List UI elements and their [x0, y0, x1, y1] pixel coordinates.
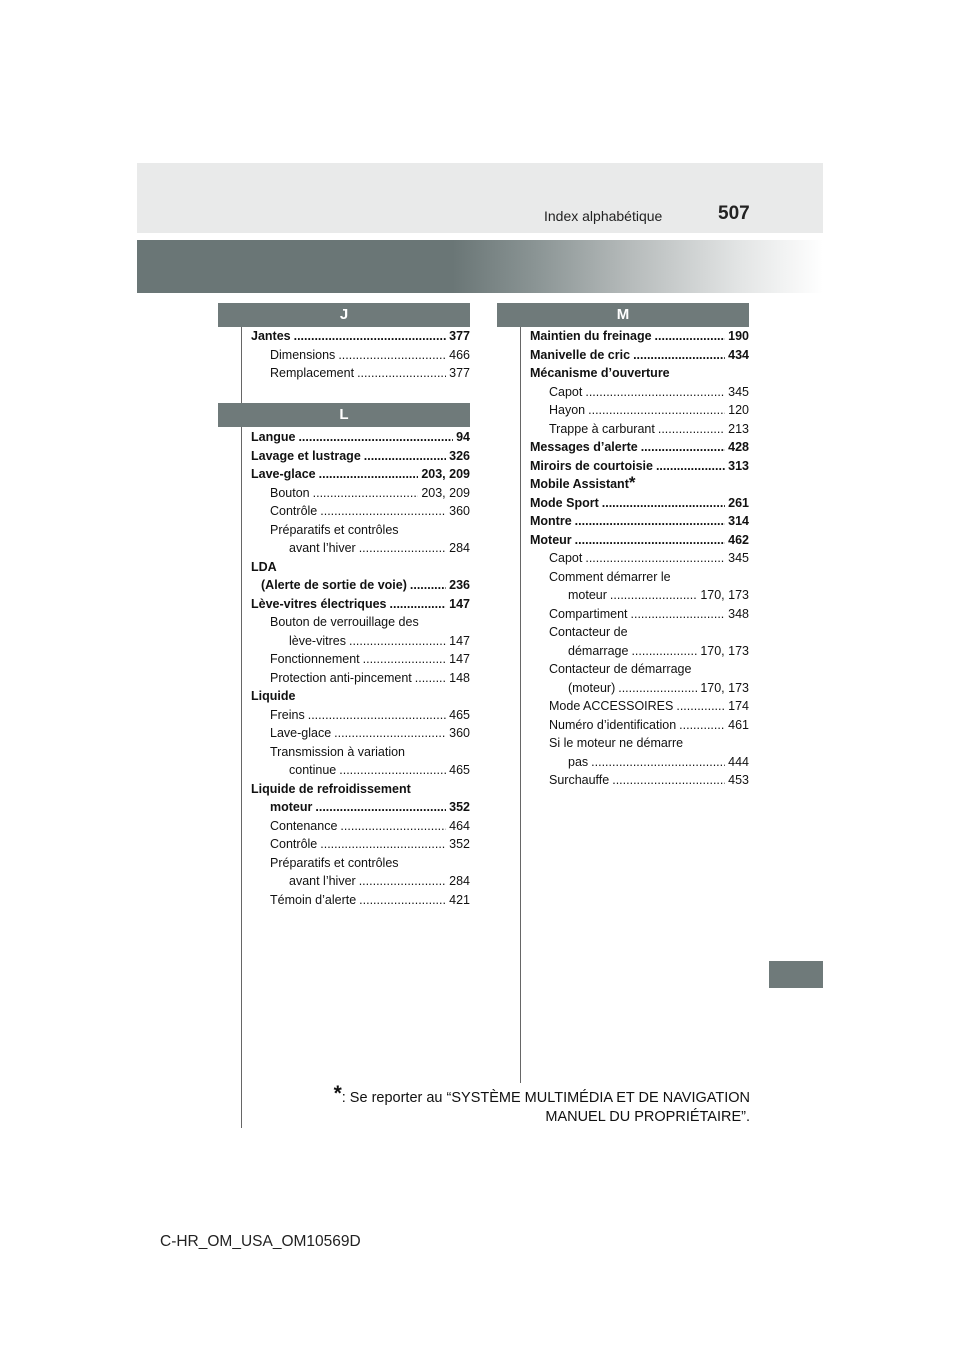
dot-leader	[591, 753, 725, 772]
index-entry-label: Capot	[549, 384, 583, 399]
index-entry-page: 94	[456, 430, 470, 444]
index-entry-page: 352	[449, 800, 470, 814]
index-entry-label: Montre	[530, 514, 572, 528]
dot-leader	[631, 642, 697, 661]
index-entry	[530, 512, 749, 531]
index-entry-page: 465	[449, 707, 470, 722]
index-entry-label: Préparatifs et contrôles	[270, 522, 399, 537]
index-entry-page: 466	[449, 347, 470, 362]
index-entry	[251, 798, 470, 817]
dot-leader	[655, 327, 726, 346]
index-entry-label: Capot	[549, 551, 583, 565]
dot-leader	[676, 697, 725, 716]
index-entry-label: Remplacement	[270, 366, 355, 380]
index-entry	[530, 734, 749, 753]
index-entry-page: 213	[728, 421, 749, 436]
dot-leader	[315, 798, 446, 817]
index-entry-label: avant l’hiver	[289, 874, 356, 888]
index-entry-label: Langue	[251, 430, 296, 444]
dot-leader	[610, 586, 697, 605]
index-entry-label: Contacteur de démarrage	[549, 662, 692, 676]
dot-leader	[364, 447, 446, 466]
index-entry	[251, 650, 470, 669]
index-entry-page: 261	[728, 495, 749, 510]
index-entry	[251, 447, 470, 466]
index-entry-page: 147	[449, 596, 470, 611]
index-entry-label: Comment démarrer le	[549, 569, 671, 584]
index-entry-label: Hayon	[549, 403, 586, 417]
index-entry-page: 313	[728, 458, 749, 473]
dot-leader	[334, 724, 446, 743]
index-entry-label: Bouton	[270, 485, 310, 500]
dot-leader	[575, 512, 725, 531]
section-header-j: J	[218, 303, 470, 327]
index-entry-label: Freins	[270, 707, 305, 722]
index-entry-page: 462	[728, 532, 749, 547]
index-entry-page: 352	[449, 837, 470, 851]
index-entry-label: Mode ACCESSOIRES	[549, 699, 674, 713]
index-entry-page: 147	[449, 652, 470, 666]
index-entry-label: Lave-glace	[270, 726, 332, 740]
index-entry	[530, 586, 749, 605]
chapter-side-tab	[769, 961, 823, 988]
dot-leader	[390, 595, 447, 614]
index-entry-page: 465	[449, 763, 470, 777]
index-entry	[251, 780, 470, 799]
index-entry-label: Liquide	[251, 689, 296, 703]
index-entry	[251, 872, 470, 891]
index-entry-page: 170, 173	[700, 588, 749, 602]
index-entry	[530, 383, 749, 402]
index-entry	[530, 753, 749, 772]
index-entry-label: Dimensions	[270, 347, 336, 362]
dot-leader	[588, 401, 725, 420]
index-entry	[251, 327, 470, 346]
index-entry	[530, 642, 749, 661]
dot-leader	[631, 605, 726, 624]
index-entry	[251, 465, 470, 484]
dot-leader	[338, 346, 446, 365]
index-entry-label: Jantes	[251, 329, 291, 343]
index-entry-label: (moteur)	[568, 680, 616, 695]
dot-leader	[308, 706, 446, 725]
index-entry	[530, 346, 749, 365]
index-entry-page: 461	[728, 717, 749, 732]
index-entry-page: 421	[449, 892, 470, 907]
index-entry-label: Trappe à carburant	[549, 421, 655, 436]
index-entry-page: 120	[728, 403, 749, 417]
index-entry-label: Fonctionnement	[270, 652, 360, 666]
footnote-line-2: MANUEL DU PROPRIÉTAIRE”.	[545, 1109, 750, 1125]
index-entry	[251, 364, 470, 383]
index-list-m	[530, 327, 749, 790]
dot-leader	[340, 817, 446, 836]
index-entry-page: 360	[449, 726, 470, 740]
dot-leader	[359, 872, 446, 891]
footnote-line-1: : Se reporter au “SYSTÈME MULTIMÉDIA ET DE NAVIGATION	[341, 1090, 750, 1106]
section-header-l: L	[218, 403, 470, 427]
index-entry-page: 345	[728, 551, 749, 565]
footnote-star: *	[333, 1082, 342, 1105]
page-title: Index alphabétique	[544, 208, 663, 224]
index-entry-label: Moteur	[530, 532, 572, 547]
index-entry	[251, 632, 470, 651]
index-entry-page: 236	[449, 578, 470, 592]
footnote	[290, 1084, 750, 1127]
index-entry-label: Lève-vitres électriques	[251, 596, 387, 611]
index-entry-label: Lave-glace	[251, 467, 316, 481]
index-entry-label: Bouton de verrouillage des	[270, 615, 419, 629]
dot-leader	[320, 502, 446, 521]
index-entry	[251, 761, 470, 780]
index-entry	[530, 660, 749, 679]
index-entry	[530, 401, 749, 420]
index-entry	[530, 494, 749, 513]
index-entry-label: lève-vitres	[289, 633, 346, 648]
index-entry-page: 348	[728, 606, 749, 621]
index-entry-page: 203, 209	[421, 485, 470, 500]
index-entry-label: Contrôle	[270, 504, 318, 518]
dot-leader	[319, 465, 419, 484]
index-entry	[530, 327, 749, 346]
dot-leader	[641, 438, 725, 457]
index-entry	[251, 891, 470, 910]
index-list-l	[251, 428, 470, 909]
index-entry	[251, 595, 470, 614]
index-entry-label: (Alerte de sortie de voie)	[261, 578, 407, 592]
index-entry-label: Mode Sport	[530, 495, 599, 510]
index-entry-label: Manivelle de cric	[530, 347, 631, 362]
index-entry	[251, 428, 470, 447]
dot-leader	[612, 771, 725, 790]
index-entry	[530, 457, 749, 476]
index-entry-label: pas	[568, 754, 589, 769]
dot-leader	[359, 891, 446, 910]
dot-leader	[313, 484, 419, 503]
dot-leader	[575, 531, 725, 550]
index-entry	[251, 539, 470, 558]
index-entry-page: 174	[728, 699, 749, 713]
index-entry-page: 148	[449, 670, 470, 685]
dot-leader	[357, 364, 446, 383]
dot-leader	[415, 669, 446, 688]
page-number: 507	[718, 203, 750, 224]
index-entry	[251, 346, 470, 365]
index-entry	[251, 687, 470, 706]
index-entry-label: démarrage	[568, 643, 629, 658]
dot-leader	[585, 383, 725, 402]
index-entry-label: Contrôle	[270, 837, 318, 851]
index-entry-page: 147	[449, 633, 470, 648]
index-entry-page: 377	[449, 329, 470, 343]
dot-leader	[633, 346, 725, 365]
dot-leader	[602, 494, 725, 513]
decorative-gradient-bar	[137, 240, 823, 293]
index-entry-page: 428	[728, 440, 749, 454]
index-entry-label: Miroirs de courtoisie	[530, 458, 653, 473]
index-entry	[530, 716, 749, 735]
index-entry	[251, 521, 470, 540]
index-entry	[530, 364, 749, 383]
dot-leader	[363, 650, 447, 669]
index-entry-label: Numéro d’identification	[549, 717, 677, 732]
index-entry-label: continue	[289, 763, 337, 777]
index-entry-page: 170, 173	[700, 643, 749, 658]
index-entry-label: Contacteur de	[549, 625, 628, 639]
dot-leader	[339, 761, 446, 780]
dot-leader	[656, 457, 725, 476]
index-entry	[251, 669, 470, 688]
document-code: C-HR_OM_USA_OM10569D	[160, 1233, 361, 1250]
index-entry-label: Messages d’alerte	[530, 440, 638, 454]
index-entry-label: Surchauffe	[549, 773, 610, 787]
index-entry	[251, 743, 470, 762]
index-entry-label: moteur	[568, 588, 607, 602]
index-entry-page: 284	[449, 541, 470, 555]
index-entry-label: Contenance	[270, 818, 338, 833]
index-entry-label: Si le moteur ne démarre	[549, 736, 684, 750]
dot-leader	[359, 539, 446, 558]
index-entry	[251, 724, 470, 743]
dot-leader	[618, 679, 697, 698]
index-entry-label: Lavage et lustrage	[251, 448, 361, 463]
index-entry	[530, 549, 749, 568]
index-entry	[530, 531, 749, 550]
index-entry-label: avant l’hiver	[289, 541, 356, 555]
index-entry	[530, 623, 749, 642]
index-entry-label: Transmission à variation	[270, 744, 406, 759]
index-entry-label: Liquide de refroidissement	[251, 781, 411, 796]
index-entry-page: 170, 173	[700, 680, 749, 695]
index-entry-page: 453	[728, 773, 749, 787]
index-entry-label: Maintien du freinage	[530, 329, 652, 343]
index-entry-page: 434	[728, 347, 749, 362]
index-entry	[251, 817, 470, 836]
index-entry-page: 326	[449, 448, 470, 463]
index-entry-page: 377	[449, 366, 470, 380]
dot-leader	[298, 428, 453, 447]
dot-leader	[679, 716, 725, 735]
index-entry-label: Mobile Assistant	[530, 477, 629, 491]
index-entry-page: 345	[728, 384, 749, 399]
index-entry	[251, 558, 470, 577]
index-entry-page: 203, 209	[421, 467, 470, 481]
index-entry	[530, 679, 749, 698]
index-entry-label: moteur	[270, 800, 313, 814]
index-entry	[251, 576, 470, 595]
index-list-j	[251, 327, 470, 383]
dot-leader	[349, 632, 446, 651]
dot-leader	[294, 327, 447, 346]
dot-leader	[320, 835, 446, 854]
index-entry-label: Protection anti-pincement	[270, 670, 412, 685]
index-entry-label: Mécanisme d’ouverture	[530, 366, 670, 380]
index-entry	[530, 438, 749, 457]
dot-leader	[585, 549, 725, 568]
index-entry	[530, 605, 749, 624]
index-entry	[530, 420, 749, 439]
dot-leader	[658, 420, 725, 439]
index-entry-label: Témoin d’alerte	[270, 892, 357, 907]
index-entry-page: 360	[449, 504, 470, 518]
column-divider-right	[520, 303, 521, 1083]
index-entry	[251, 835, 470, 854]
index-entry-page: 190	[728, 329, 749, 343]
index-entry	[251, 484, 470, 503]
index-entry-label: Préparatifs et contrôles	[270, 855, 399, 870]
section-header-m: M	[497, 303, 749, 327]
index-entry-page: 444	[728, 754, 749, 769]
index-entry	[251, 854, 470, 873]
index-entry-page: 284	[449, 874, 470, 888]
index-entry	[530, 697, 749, 716]
index-entry	[530, 771, 749, 790]
index-entry-label: Compartiment	[549, 606, 628, 621]
index-entry	[251, 502, 470, 521]
index-entry	[530, 568, 749, 587]
dot-leader	[410, 576, 446, 595]
index-entry: Mobile Assistant *	[530, 475, 636, 492]
index-entry-page: 314	[728, 514, 749, 528]
index-entry-page: 464	[449, 818, 470, 833]
index-entry	[251, 613, 470, 632]
index-entry	[251, 706, 470, 725]
index-entry-label: LDA	[251, 559, 277, 574]
